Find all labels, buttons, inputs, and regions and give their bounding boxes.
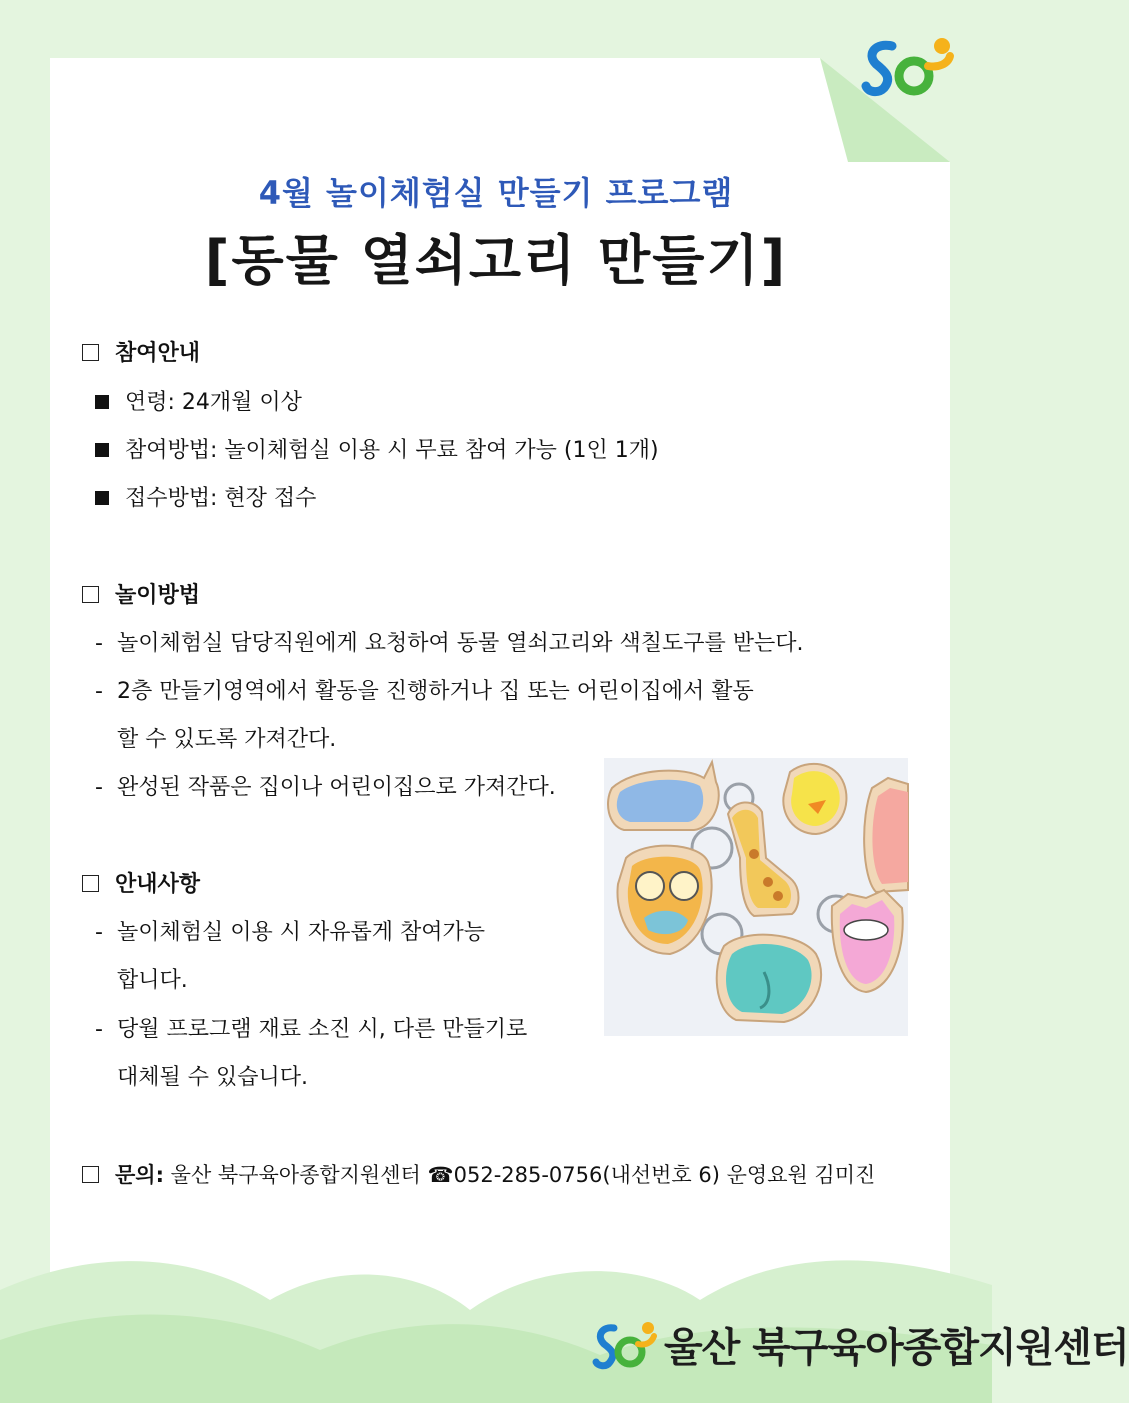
square-bullet-icon <box>95 443 109 457</box>
checkbox-icon <box>82 875 99 892</box>
list-item: - 완성된 작품은 집이나 어린이집으로 가져간다. <box>95 775 556 800</box>
section-participation-heading: 참여안내 <box>82 339 200 369</box>
checkbox-icon <box>82 586 99 603</box>
list-item: - 당월 프로그램 재료 소진 시, 다른 만들기로 <box>95 1017 528 1042</box>
square-bullet-icon <box>95 395 109 409</box>
page-title: [동물 열쇠고리 만들기] <box>204 229 788 292</box>
list-item: 연령: 24개월 이상 <box>95 388 302 418</box>
list-item: - 놀이체험실 이용 시 자유롭게 참여가능 <box>95 920 486 945</box>
center-logo-icon <box>862 32 954 104</box>
footer-logo-icon <box>594 1318 656 1374</box>
checkbox-icon <box>82 1166 99 1183</box>
section-notice-heading: 안내사항 <box>82 870 200 900</box>
list-item-continuation: 합니다. <box>117 968 188 993</box>
list-item: - 2층 만들기영역에서 활동을 진행하거나 집 또는 어린이집에서 활동 <box>95 679 754 704</box>
list-item: 참여방법: 놀이체험실 이용 시 무료 참여 가능 (1인 1개) <box>95 436 659 466</box>
contact-line: 문의: 울산 북구육아종합지원센터 ☎052-285-0756(내선번호 6) 운영요원 김미진 <box>82 1160 875 1190</box>
list-item: 접수방법: 현장 접수 <box>95 484 316 514</box>
animal-keyrings-photo <box>604 758 908 1036</box>
list-item-continuation: 할 수 있도록 가져간다. <box>117 727 337 752</box>
checkbox-icon <box>82 344 99 361</box>
list-item-continuation: 대체될 수 있습니다. <box>117 1065 308 1090</box>
footer-org-name: 울산 북구육아종합지원센터 <box>664 1325 1129 1371</box>
page-subtitle: 4월 놀이체험실 만들기 프로그램 <box>258 174 734 212</box>
square-bullet-icon <box>95 491 109 505</box>
list-item: - 놀이체험실 담당직원에게 요청하여 동물 열쇠고리와 색칠도구를 받는다. <box>95 631 804 656</box>
section-play-method-heading: 놀이방법 <box>82 581 200 611</box>
